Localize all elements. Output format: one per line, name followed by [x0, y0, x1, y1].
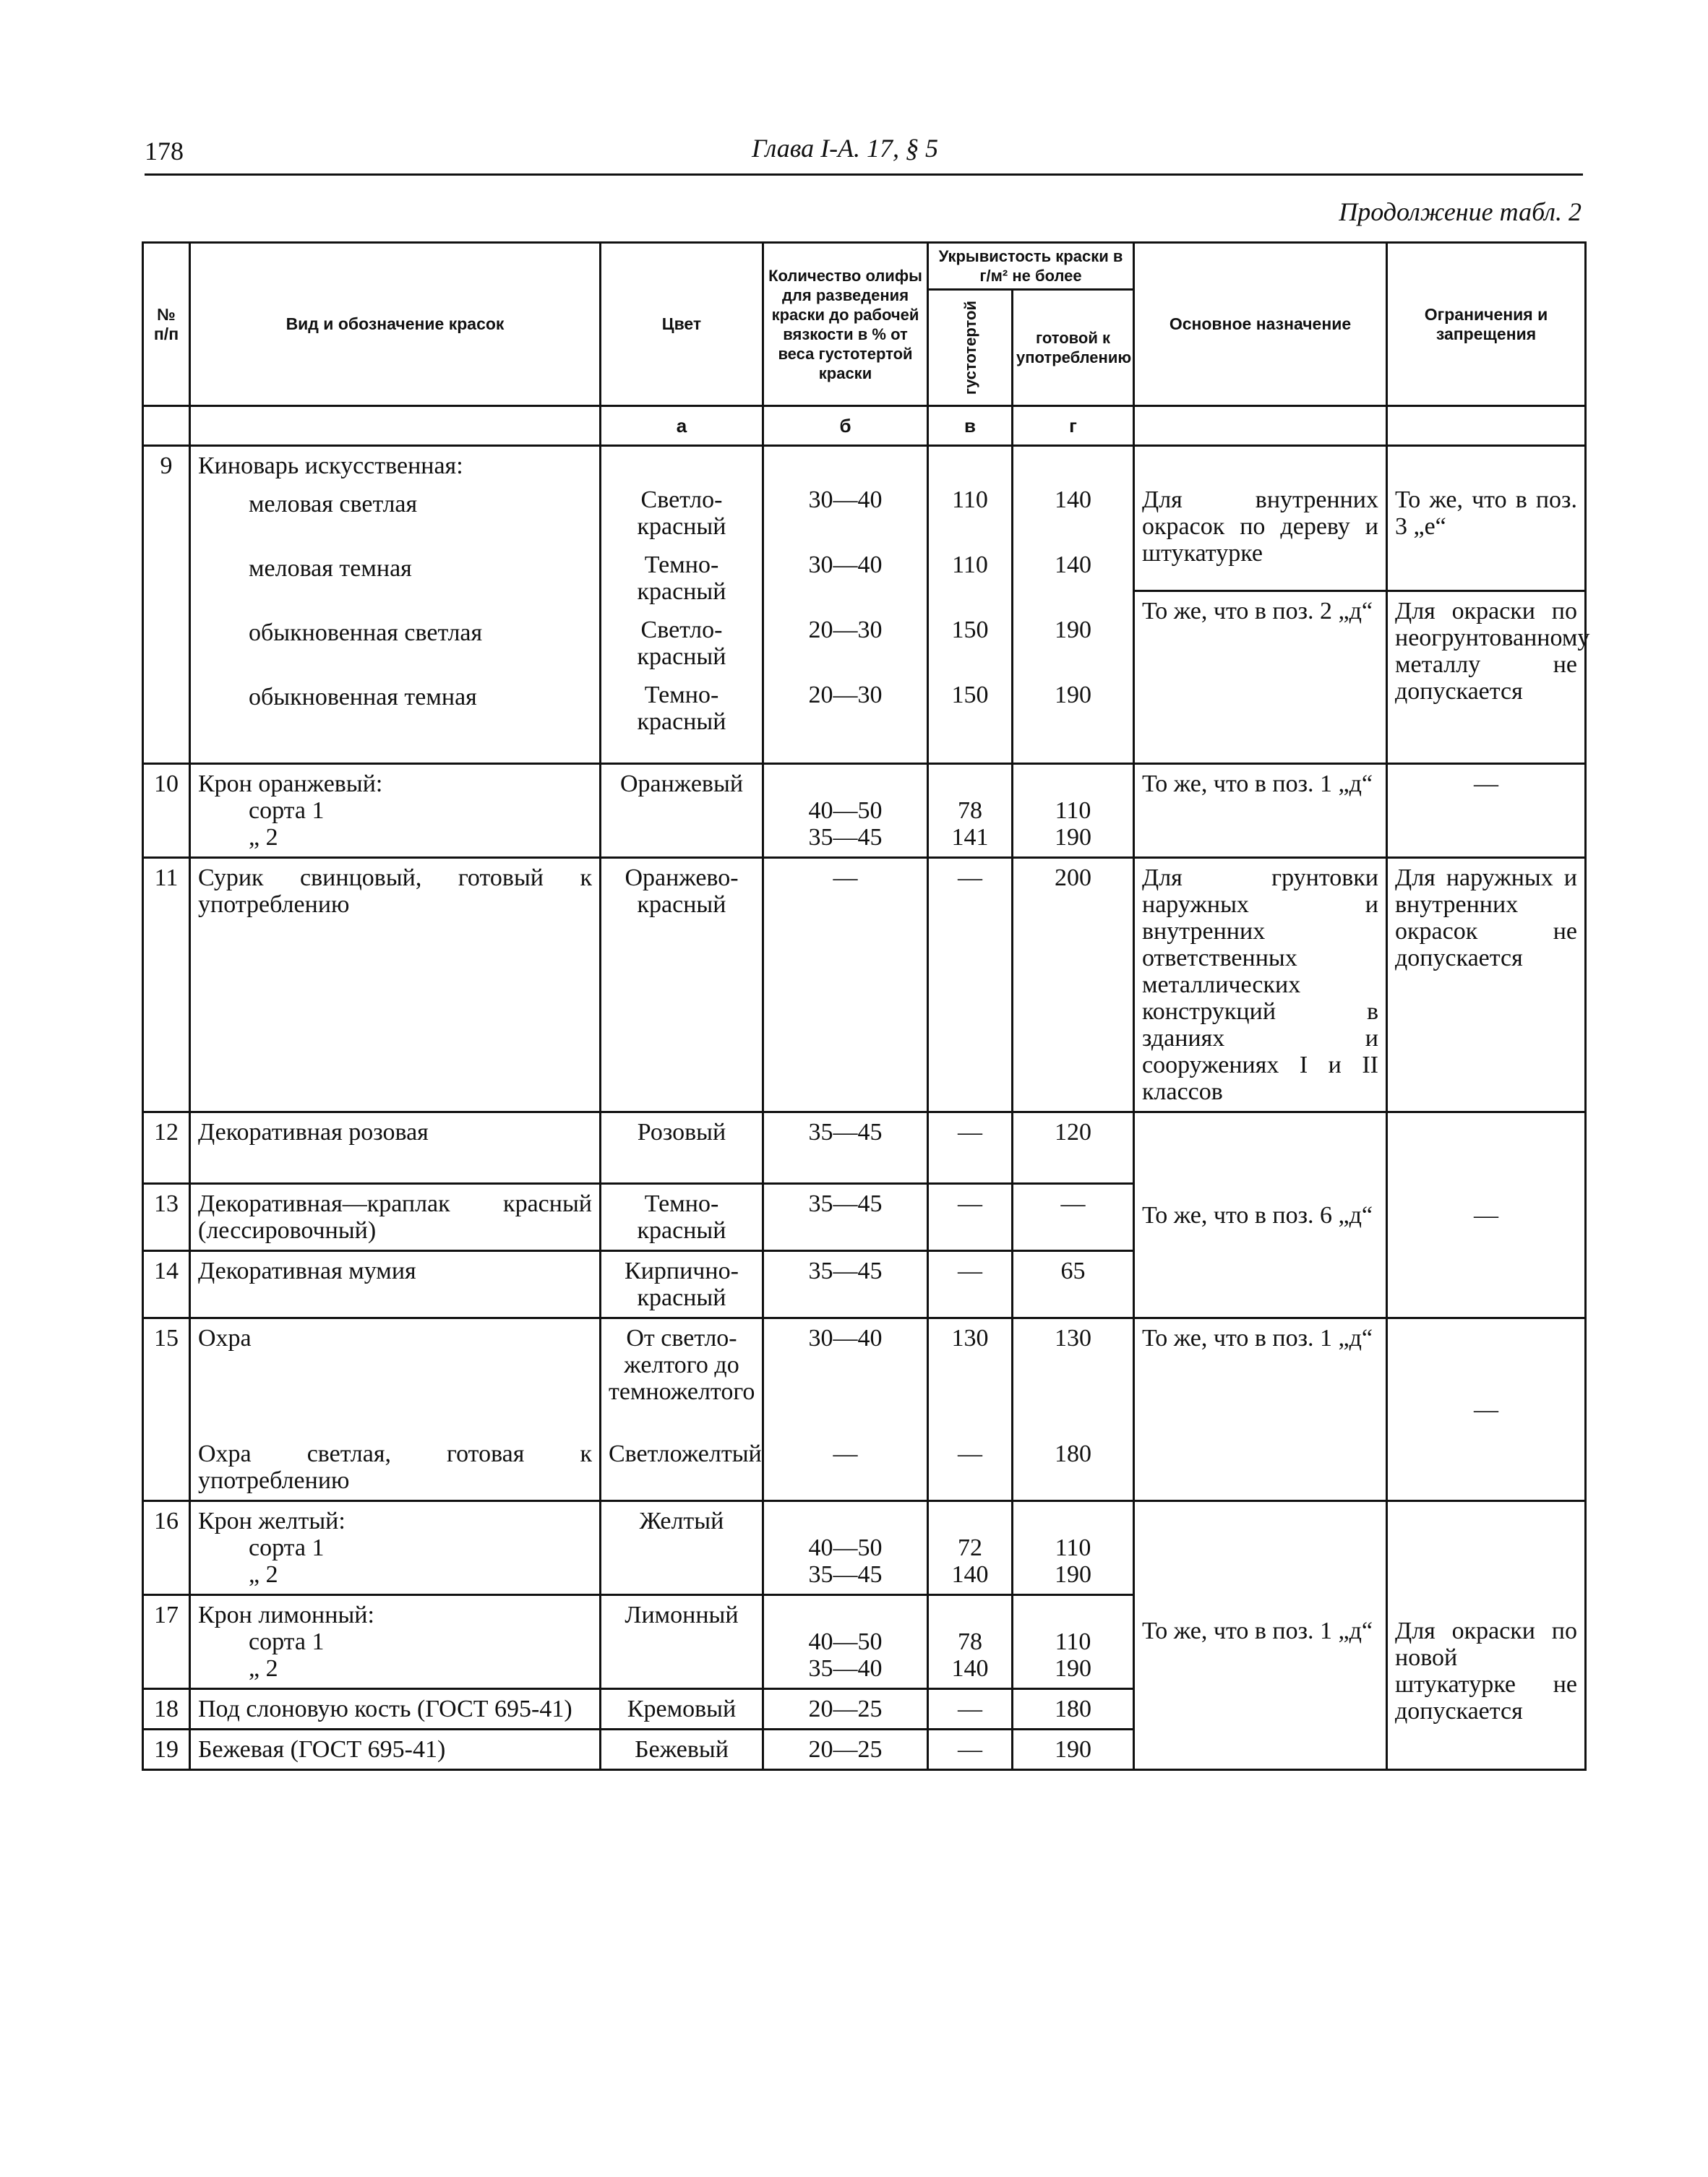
col-header-restrictions: Ограничения и запрещения — [1387, 243, 1586, 406]
oil-value: 40—50 — [808, 1534, 883, 1561]
row-title: Крон желтый: — [198, 1508, 346, 1534]
row-no: 10 — [143, 764, 190, 858]
row-no: 19 — [143, 1730, 190, 1770]
row-oil — [763, 1595, 928, 1689]
col-header-no: № п/п — [143, 243, 190, 406]
col-letter-b: б — [763, 406, 928, 446]
sub-item: меловая светлая — [249, 491, 418, 518]
sub-item: „ 2 — [249, 1561, 278, 1588]
row-oil — [763, 1501, 928, 1595]
oil-value: 30—40 — [808, 1325, 883, 1352]
row-ready: 200 — [1013, 858, 1134, 1112]
color-value: Светло-красный — [637, 486, 726, 540]
row-thick — [928, 764, 1013, 858]
row-ready — [1013, 446, 1134, 764]
row-color: Бежевый — [601, 1730, 763, 1770]
row-oil — [763, 446, 928, 764]
row-no: 14 — [143, 1251, 190, 1318]
color-value: Темно-красный — [637, 551, 726, 605]
thick-value: 150 — [951, 617, 989, 643]
oil-value: 30—40 — [808, 551, 883, 578]
row-name: Под слоновую кость (ГОСТ 695-41) — [190, 1689, 601, 1730]
thick-value: 72 — [958, 1534, 982, 1561]
row-restrictions: Для наружных и внутренних окрасок не допускается — [1387, 858, 1586, 1112]
row-thick — [928, 446, 1013, 764]
row-color: Кирпично-красный — [601, 1251, 763, 1318]
col-header-ready: готовой к употреблению — [1013, 290, 1134, 406]
row-thick — [928, 1501, 1013, 1595]
row-color: Оранжевый — [601, 764, 763, 858]
col-header-purpose: Основное назначение — [1134, 243, 1387, 406]
row-oil: 35—45 — [763, 1112, 928, 1184]
row-color: Темно-красный — [601, 1184, 763, 1251]
row-thick — [928, 1595, 1013, 1689]
row-ready — [1013, 1595, 1134, 1689]
row-oil: 35—45 — [763, 1251, 928, 1318]
table-row-10 — [143, 764, 1586, 858]
thick-value: 140 — [951, 1561, 989, 1588]
col-header-thick — [928, 290, 1013, 406]
color-value: Светложелтый — [609, 1440, 762, 1467]
ready-value: 180 — [1055, 1440, 1091, 1467]
ready-value: 190 — [1055, 1655, 1091, 1682]
sub-item: обыкновенная темная — [249, 684, 477, 710]
paint-table — [142, 241, 1590, 1771]
row-no: 15 — [143, 1318, 190, 1501]
row-purpose: То же, что в поз. 2 „д“ — [1134, 591, 1387, 764]
col-header-oil: Количество олифы для разведения краски до рабочей вязкости в % от веса густотертой краски — [763, 243, 928, 406]
row-title: Охра — [198, 1325, 252, 1352]
thick-value: 140 — [951, 1655, 989, 1682]
row-no: 13 — [143, 1184, 190, 1251]
color-value: Светло-красный — [637, 617, 726, 670]
row-name — [190, 1595, 601, 1689]
row-name — [190, 446, 601, 764]
table-row-11 — [143, 858, 1586, 1112]
letter-empty-purpose — [1134, 406, 1387, 446]
oil-value: 35—45 — [808, 824, 883, 851]
row-thick: — — [928, 1112, 1013, 1184]
table-row-12 — [143, 1112, 1586, 1184]
thick-value: 110 — [952, 551, 988, 578]
ready-value: 140 — [1055, 486, 1091, 513]
row-purpose: Для грунтовки наружных и внутренних ответственных металлических конструкций в зданиях и сооружениях I и II классов — [1134, 858, 1387, 1112]
row-oil — [763, 764, 928, 858]
table-row-16 — [143, 1501, 1586, 1595]
row-no: 17 — [143, 1595, 190, 1689]
letter-empty-name — [190, 406, 601, 446]
oil-value: 35—40 — [808, 1655, 883, 1682]
row-purpose: То же, что в поз. 6 „д“ — [1134, 1112, 1387, 1318]
row-name — [190, 1501, 601, 1595]
oil-value: 35—45 — [808, 1561, 883, 1588]
row-purpose: То же, что в поз. 1 „д“ — [1134, 764, 1387, 858]
oil-value: 30—40 — [808, 486, 883, 513]
sub-item: „ 2 — [249, 1655, 278, 1682]
row-ready: 65 — [1013, 1251, 1134, 1318]
row-ready: 190 — [1013, 1730, 1134, 1770]
row-restrictions: — — [1387, 764, 1586, 858]
oil-value: 20—30 — [808, 682, 883, 708]
letter-empty-no — [143, 406, 190, 446]
oil-value: 40—50 — [808, 797, 883, 824]
row-name — [190, 1318, 601, 1501]
sub-item: „ 2 — [249, 824, 278, 851]
row-thick: — — [928, 858, 1013, 1112]
row-ready: — — [1013, 1184, 1134, 1251]
header-rule — [145, 173, 1583, 176]
chapter-heading: Глава I-А. 17, § 5 — [752, 134, 939, 163]
row-ready — [1013, 1501, 1134, 1595]
row-ready: 120 — [1013, 1112, 1134, 1184]
row-color: Розовый — [601, 1112, 763, 1184]
ready-value: 110 — [1055, 1534, 1091, 1561]
row-purpose: То же, что в поз. 1 „д“ — [1134, 1318, 1387, 1501]
row-oil — [763, 1318, 928, 1501]
col-letter-g: г — [1013, 406, 1134, 446]
row-color: Желтый — [601, 1501, 763, 1595]
sub-item: сорта 1 — [249, 797, 325, 824]
row-thick: — — [928, 1730, 1013, 1770]
oil-value: 20—30 — [808, 617, 883, 643]
col-header-thick-label: густотертой — [961, 300, 979, 395]
row-name: Декоративная розовая — [190, 1112, 601, 1184]
row-title: Киноварь искусственная: — [198, 452, 463, 479]
sub-item: обыкновенная светлая — [249, 619, 483, 646]
thick-value: 78 — [958, 1628, 982, 1655]
thick-value: 130 — [951, 1325, 989, 1352]
sub-item: сорта 1 — [249, 1534, 325, 1561]
table-continuation-label: Продолжение табл. 2 — [1339, 197, 1582, 226]
row-no: 16 — [143, 1501, 190, 1595]
row-oil: 35—45 — [763, 1184, 928, 1251]
col-header-color: Цвет — [601, 243, 763, 406]
col-letter-v: в — [928, 406, 1013, 446]
sub-item: меловая темная — [249, 555, 412, 582]
row-oil: — — [763, 858, 928, 1112]
row-color — [601, 446, 763, 764]
row-title: Охра светлая, готовая к употреблению — [198, 1440, 592, 1494]
col-header-name: Вид и обозначение красок — [190, 243, 601, 406]
row-purpose: Для внутренних окрасок по дереву и штукатурке — [1134, 446, 1387, 591]
oil-value: — — [833, 1440, 858, 1467]
thick-value: 150 — [951, 682, 989, 708]
row-color — [601, 1318, 763, 1501]
oil-value: 40—50 — [808, 1628, 883, 1655]
thick-value: 78 — [958, 797, 982, 824]
row-restrictions: — — [1387, 1318, 1586, 1501]
sub-item: сорта 1 — [249, 1628, 325, 1655]
row-name — [190, 764, 601, 858]
row-no: 11 — [143, 858, 190, 1112]
row-oil: 20—25 — [763, 1689, 928, 1730]
letter-empty-restrict — [1387, 406, 1586, 446]
row-thick: — — [928, 1184, 1013, 1251]
row-color: Кремовый — [601, 1689, 763, 1730]
row-no: 12 — [143, 1112, 190, 1184]
col-header-coverage: Укрывистость краски в г/м² не более — [928, 243, 1134, 290]
row-ready — [1013, 1318, 1134, 1501]
col-letter-a: а — [601, 406, 763, 446]
row-oil: 20—25 — [763, 1730, 928, 1770]
ready-value: 140 — [1055, 551, 1091, 578]
row-ready — [1013, 764, 1134, 858]
ready-value: 190 — [1055, 1561, 1091, 1588]
color-value: Темно-красный — [637, 682, 726, 735]
row-restrictions: Для окраски по неогрунтованному металлу не допускается — [1387, 591, 1586, 764]
page-number: 178 — [145, 137, 184, 166]
row-name: Бежевая (ГОСТ 695-41) — [190, 1730, 601, 1770]
row-name: Декоративная—краплак красный (лессировочный) — [190, 1184, 601, 1251]
ready-value: 190 — [1055, 682, 1091, 708]
row-color: Лимонный — [601, 1595, 763, 1689]
table-header — [143, 243, 1586, 446]
ready-value: 110 — [1055, 797, 1091, 824]
row-no: 18 — [143, 1689, 190, 1730]
table-row-9 — [143, 446, 1586, 591]
row-purpose: То же, что в поз. 1 „д“ — [1134, 1501, 1387, 1770]
ready-value: 190 — [1055, 617, 1091, 643]
table-row-15 — [143, 1318, 1586, 1501]
ready-value: 190 — [1055, 824, 1091, 851]
row-thick: — — [928, 1689, 1013, 1730]
row-ready: 180 — [1013, 1689, 1134, 1730]
thick-value: 110 — [952, 486, 988, 513]
ready-value: 130 — [1055, 1325, 1091, 1352]
ready-value: 110 — [1055, 1628, 1091, 1655]
row-restrictions: То же, что в поз. 3 „е“ — [1387, 446, 1586, 591]
row-title: Крон лимонный: — [198, 1602, 374, 1628]
row-restrictions: Для окраски по новой штукатурке не допускается — [1387, 1501, 1586, 1770]
row-name: Сурик свинцовый, готовый к употреблению — [190, 858, 601, 1112]
row-thick: — — [928, 1251, 1013, 1318]
row-thick — [928, 1318, 1013, 1501]
row-color: Оранжево-красный — [601, 858, 763, 1112]
row-title: Крон оранжевый: — [198, 770, 383, 797]
row-no: 9 — [143, 446, 190, 764]
thick-value: — — [958, 1440, 982, 1467]
thick-value: 141 — [951, 824, 989, 851]
color-value: От светло-желтого до темножелтого — [609, 1325, 755, 1405]
row-name: Декоративная мумия — [190, 1251, 601, 1318]
row-restrictions: — — [1387, 1112, 1586, 1318]
